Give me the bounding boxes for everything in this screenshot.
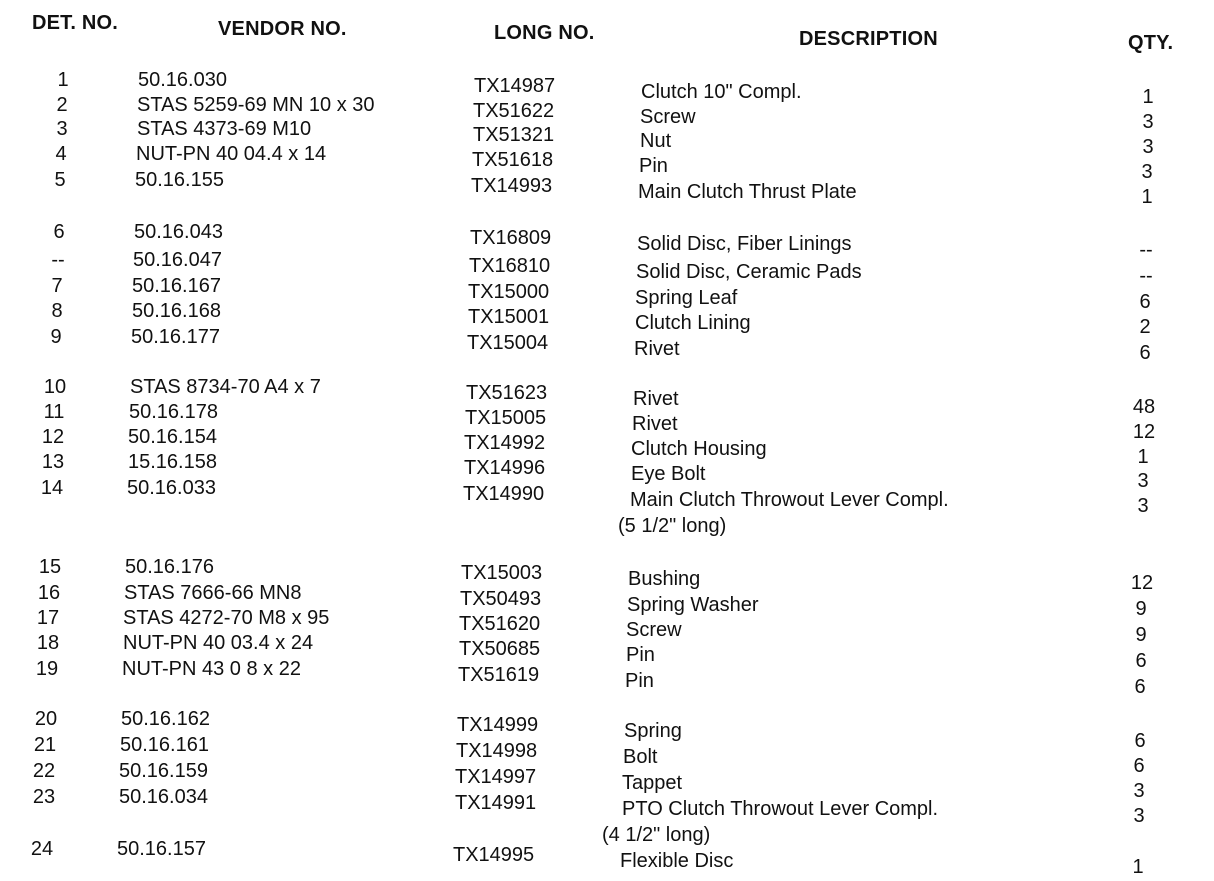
qty-cell: 6	[1139, 342, 1151, 364]
description-cell: Pin	[625, 670, 654, 692]
vendor-no-cell: 50.16.155	[135, 169, 224, 191]
det-no-cell: 13	[41, 451, 65, 473]
qty-cell: 12	[1130, 572, 1154, 594]
qty-cell: 3	[1142, 111, 1154, 133]
description-cell: Bolt	[623, 746, 658, 768]
description-cell: Pin	[626, 644, 655, 666]
description-cell: Spring	[624, 720, 682, 742]
vendor-no-cell: NUT-PN 43 0 8 x 22	[122, 658, 301, 680]
qty-cell: 6	[1139, 291, 1151, 313]
det-no-cell: 23	[32, 786, 56, 808]
description-cell: Rivet	[633, 388, 679, 410]
vendor-no-cell: NUT-PN 40 03.4 x 24	[123, 632, 314, 654]
qty-cell: 1	[1142, 86, 1154, 108]
vendor-no-cell: 50.16.030	[138, 69, 227, 91]
det-no-cell: 16	[37, 582, 61, 604]
description-cell: Tappet	[622, 772, 683, 794]
vendor-no-cell: 50.16.043	[134, 221, 223, 243]
long-no-cell: TX14996	[464, 457, 546, 479]
long-no-cell: TX50685	[459, 638, 541, 660]
det-no-cell: 24	[30, 838, 54, 860]
header-description: DESCRIPTION	[799, 28, 938, 50]
long-no-cell: TX14993	[471, 175, 553, 197]
vendor-no-cell: STAS 4272-70 M8 x 95	[123, 607, 330, 629]
det-no-cell: 6	[53, 221, 65, 243]
vendor-no-cell: 50.16.157	[117, 838, 206, 860]
description-continuation: (5 1/2" long)	[618, 515, 727, 537]
description-cell: Screw	[626, 619, 682, 641]
det-no-cell: 14	[40, 477, 64, 499]
long-no-cell: TX14992	[464, 432, 546, 454]
det-no-cell: 7	[51, 275, 63, 297]
vendor-no-cell: 50.16.159	[119, 760, 208, 782]
long-no-cell: TX14991	[455, 792, 537, 814]
long-no-cell: TX15005	[465, 407, 547, 429]
header-long-no: LONG NO.	[494, 22, 595, 44]
description-cell: Spring Washer	[627, 594, 759, 616]
long-no-cell: TX51619	[458, 664, 540, 686]
long-no-cell: TX16810	[469, 255, 551, 277]
det-no-cell: 21	[33, 734, 57, 756]
description-cell: Nut	[640, 130, 672, 152]
qty-cell: 9	[1135, 624, 1147, 646]
det-no-cell: 18	[36, 632, 60, 654]
long-no-cell: TX15001	[468, 306, 550, 328]
long-no-cell: TX51618	[472, 149, 554, 171]
long-no-cell: TX14987	[474, 75, 556, 97]
det-no-cell: 2	[56, 94, 68, 116]
long-no-cell: TX14998	[456, 740, 538, 762]
qty-cell: 3	[1142, 136, 1154, 158]
qty-cell: 3	[1141, 161, 1153, 183]
description-cell: Screw	[640, 106, 696, 128]
description-cell: Rivet	[634, 338, 680, 360]
vendor-no-cell: STAS 8734-70 A4 x 7	[130, 376, 321, 398]
description-cell: Solid Disc, Fiber Linings	[637, 233, 852, 255]
qty-cell: 9	[1135, 598, 1147, 620]
vendor-no-cell: 50.16.162	[121, 708, 210, 730]
description-cell: Eye Bolt	[631, 463, 706, 485]
det-no-cell: 20	[34, 708, 58, 730]
det-no-cell: 5	[54, 169, 66, 191]
qty-cell: 12	[1132, 421, 1156, 443]
header-vendor-no: VENDOR NO.	[218, 18, 347, 40]
vendor-no-cell: 50.16.177	[131, 326, 220, 348]
vendor-no-cell: 50.16.176	[125, 556, 214, 578]
description-cell: Clutch Lining	[635, 312, 751, 334]
vendor-no-cell: 50.16.161	[120, 734, 209, 756]
vendor-no-cell: STAS 7666-66 MN8	[124, 582, 302, 604]
description-cell: Clutch 10" Compl.	[641, 81, 802, 103]
det-no-cell: 8	[51, 300, 63, 322]
description-cell: PTO Clutch Throwout Lever Compl.	[622, 798, 939, 820]
vendor-no-cell: 50.16.033	[127, 477, 216, 499]
description-cell: Main Clutch Throwout Lever Compl.	[630, 489, 949, 511]
vendor-no-cell: STAS 5259-69 MN 10 x 30	[137, 94, 375, 116]
vendor-no-cell: 50.16.154	[128, 426, 217, 448]
vendor-no-cell: 50.16.047	[133, 249, 222, 271]
long-no-cell: TX14997	[455, 766, 537, 788]
det-no-cell: 1	[57, 69, 69, 91]
description-cell: Pin	[639, 155, 668, 177]
det-no-cell: 19	[35, 658, 59, 680]
vendor-no-cell: 15.16.158	[128, 451, 217, 473]
qty-cell: 1	[1137, 446, 1149, 468]
qty-cell: 3	[1137, 495, 1149, 517]
qty-cell: 3	[1133, 805, 1145, 827]
vendor-no-cell: NUT-PN 40 04.4 x 14	[136, 143, 327, 165]
det-no-cell: 10	[43, 376, 67, 398]
det-no-cell: 22	[32, 760, 56, 782]
description-cell: Spring Leaf	[635, 287, 738, 309]
qty-cell: 1	[1132, 856, 1144, 878]
qty-cell: 48	[1132, 396, 1156, 418]
det-no-cell: 9	[50, 326, 62, 348]
det-no-cell: 4	[55, 143, 67, 165]
qty-cell: 6	[1135, 650, 1147, 672]
vendor-no-cell: 50.16.167	[132, 275, 221, 297]
det-no-cell: 15	[38, 556, 62, 578]
long-no-cell: TX50493	[460, 588, 542, 610]
qty-cell: --	[1139, 265, 1153, 287]
long-no-cell: TX15004	[467, 332, 549, 354]
description-continuation: (4 1/2" long)	[602, 824, 711, 846]
description-cell: Clutch Housing	[631, 438, 767, 460]
long-no-cell: TX14995	[453, 844, 535, 866]
long-no-cell: TX15000	[468, 281, 550, 303]
long-no-cell: TX16809	[470, 227, 552, 249]
description-cell: Rivet	[632, 413, 678, 435]
det-no-cell: 3	[56, 118, 68, 140]
qty-cell: 6	[1134, 730, 1146, 752]
vendor-no-cell: 50.16.034	[119, 786, 208, 808]
det-no-cell: 17	[36, 607, 60, 629]
qty-cell: 3	[1137, 470, 1149, 492]
description-cell: Solid Disc, Ceramic Pads	[636, 261, 862, 283]
long-no-cell: TX51620	[459, 613, 541, 635]
vendor-no-cell: 50.16.178	[129, 401, 218, 423]
det-no-cell: 12	[41, 426, 65, 448]
long-no-cell: TX14990	[463, 483, 545, 505]
qty-cell: 6	[1133, 755, 1145, 777]
qty-cell: 6	[1134, 676, 1146, 698]
long-no-cell: TX51622	[473, 100, 555, 122]
long-no-cell: TX15003	[461, 562, 543, 584]
description-cell: Bushing	[628, 568, 701, 590]
vendor-no-cell: STAS 4373-69 M10	[137, 118, 312, 140]
long-no-cell: TX51321	[473, 124, 555, 146]
long-no-cell: TX51623	[466, 382, 548, 404]
qty-cell: 2	[1139, 316, 1151, 338]
description-cell: Flexible Disc	[620, 850, 734, 872]
header-qty: QTY.	[1128, 32, 1174, 54]
qty-cell: --	[1139, 239, 1153, 261]
det-no-cell: 11	[43, 401, 65, 423]
qty-cell: 1	[1141, 186, 1153, 208]
det-no-cell: --	[51, 249, 65, 271]
qty-cell: 3	[1133, 780, 1145, 802]
long-no-cell: TX14999	[457, 714, 539, 736]
header-det-no: DET. NO.	[32, 12, 119, 34]
vendor-no-cell: 50.16.168	[132, 300, 221, 322]
description-cell: Main Clutch Thrust Plate	[638, 181, 857, 203]
